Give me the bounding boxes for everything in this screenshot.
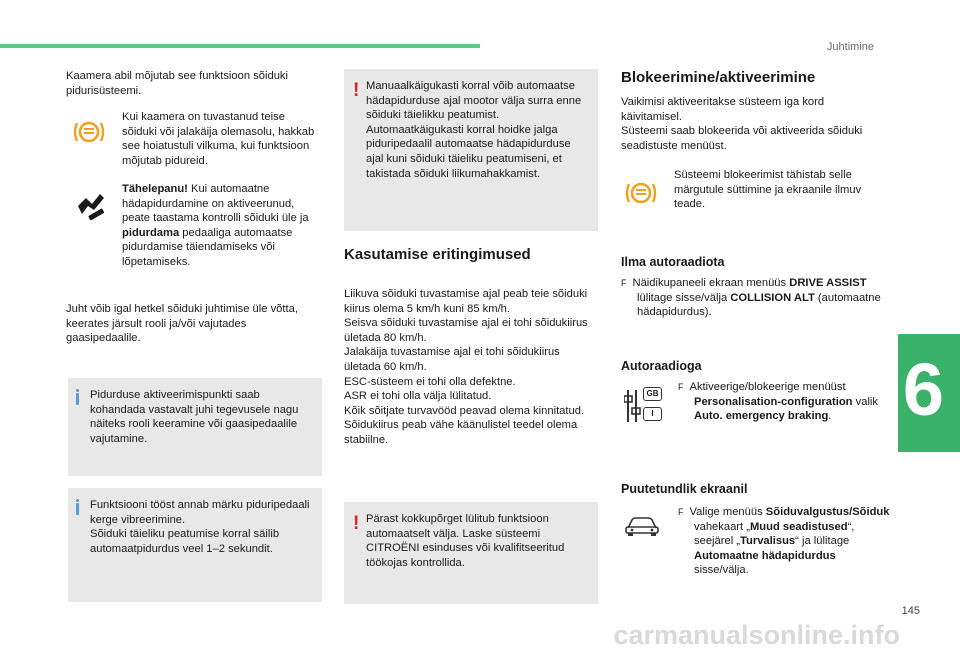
menu-collision-alt: COLLISION ALT <box>730 291 815 304</box>
attention-text-a: Kui automaatne hädapidurdamine on aktiveerunud, peate taastama kontrolli sõiduki üle ja <box>122 183 309 225</box>
text-run: valik <box>852 395 879 408</box>
info-box-text: Pidurduse aktiveerimispunkti saab kohandada vastavalt juhi tegevusele nagu näiteks rooli keeramine või gaasipedaalile vajutamine. <box>90 389 299 445</box>
menu-lighting-vehicle: Sõiduvalgustus/Sõiduk <box>765 506 890 518</box>
driver-override-text: Juht võib igal hetkel sõiduki juhtimise üle võtta, keerates järsult rooli ja/või vajutades gaasipedaalile. <box>66 303 298 345</box>
attention-note <box>122 182 320 270</box>
warning-icon: ! <box>353 80 360 101</box>
bullet-arrow: F <box>678 507 684 517</box>
text-run: vahekaart „ <box>694 520 750 533</box>
text-run: . <box>828 410 832 423</box>
attention-bold-brake: pidurdama <box>122 226 180 239</box>
warning-box-text: Manuaalkäigukasti korral võib automaatse hädapidurduse ajal mootor välja surra enne sõiduki täielikku peatumist. Automaatkäigukasti korral hoidke jalga piduripedaalil automaatse hädapidurduse ajal kuni sõiduki täieliku peatumiseni, et takistada sõiduki liikumahakkamist. <box>366 80 582 180</box>
subheading-no-radio: Ilma autoraadiota <box>621 255 725 269</box>
deactivation-status-text: Süsteemi blokeerimist tähistab selle märgutule süttimine ja ekraanile ilmuv teade. <box>674 169 862 211</box>
watermark: carmanualsonline.info <box>613 620 900 650</box>
info-box-activation-point <box>68 378 322 476</box>
text-run: “, seejärel „ <box>694 520 855 548</box>
attention-label: Tähelepanu! <box>122 183 188 195</box>
attention-text-b: pedaaliga automaatse pidurdamise täiendamiseks või lõpetamiseks. <box>122 226 293 268</box>
text-run: sisse/välja. <box>694 564 749 577</box>
info-box-vibration <box>68 488 322 602</box>
warning-box-gearbox <box>344 69 598 231</box>
menu-personalisation: Personalisation-configuration <box>694 395 853 408</box>
i-badge: I <box>643 407 662 421</box>
touchscreen-instruction <box>678 505 890 578</box>
option-safety: Turvalisus <box>740 535 796 548</box>
subheading-with-radio: Autoraadioga <box>621 359 702 373</box>
emergency-brake-warning-icon <box>624 179 658 207</box>
deactivation-intro: Vaikimisi aktiveeritakse süsteem iga kord käivitamisel. Süsteemi saab blokeerida või aktiveerida sõiduki seadistuste menüüst. <box>621 96 863 152</box>
emergency-brake-warning-icon <box>72 118 106 146</box>
text-run: (automaatne hädapidurdus). <box>637 291 881 319</box>
no-radio-instruction <box>621 276 887 320</box>
text-run: lülitage sisse/välja <box>637 291 731 304</box>
info-box-text: Funktsiooni tööst annab märku piduripedaali kerge vibreerimine. Sõiduki täieliku peatumise korral säilib automaatpidurdus veel 1–2 sekundit. <box>90 499 310 555</box>
subheading-touchscreen: Puutetundlik ekraanil <box>621 482 748 496</box>
radio-settings-icon <box>624 386 662 426</box>
camera-detection-text: Kui kaamera on tuvastanud teise sõiduki või jalakäija olemasolu, hakkab see hoiatustuli vilkuma, kui funktsioon mõjutab pidureid. <box>122 111 315 167</box>
bullet-arrow: F <box>678 382 684 392</box>
chapter-number: 6 <box>902 348 944 431</box>
section-heading-deactivation: Blokeerimine/aktiveerimine <box>621 69 816 86</box>
text-run: Valige menüüs <box>689 506 766 518</box>
text-run: Näidikupaneeli ekraan menüüs <box>632 277 790 289</box>
section-heading-conditions: Kasutamise eritingimused <box>344 246 531 263</box>
with-radio-instruction <box>678 380 890 424</box>
section-title: Juhtimine <box>826 41 874 53</box>
car-icon <box>624 512 660 538</box>
info-icon <box>76 393 79 405</box>
option-auto-emergency-braking: Auto. emergency braking <box>694 410 829 423</box>
page-number: 145 <box>901 605 920 617</box>
warning-box-collision <box>344 502 598 604</box>
tab-other-settings: Muud seadistused <box>749 520 848 533</box>
intro-paragraph: Kaamera abil mõjutab see funktsioon sõiduki pidurisüsteemi. <box>66 70 289 97</box>
foot-pedal-icon <box>74 188 108 222</box>
text-run: Aktiveerige/blokeerige menüüst <box>689 381 846 393</box>
menu-drive-assist: DRIVE ASSIST <box>789 277 867 289</box>
info-icon <box>76 503 79 515</box>
option-auto-emergency-braking: Automaatne hädapidurdus <box>694 549 836 562</box>
conditions-text: Liikuva sõiduki tuvastamise ajal peab teie sõiduki kiirus olema 5 km/h kuni 85 km/h. Seisva sõiduki tuvastamise ajal ei tohi sõidukiirus ületada 80 km/h. Jalakäija tuvastamise ajal ei tohi sõidukiirus ületada 60 km/h. ESC-süsteem ei tohi olla defektne. ASR ei tohi olla välja lülitatud. Kõik sõitjate turvavööd peavad olema kinnitatud. Sõidukiirus peab vähe käänulistel teedel olema stabiilne. <box>344 288 588 446</box>
gb-badge: GB <box>643 387 662 401</box>
text-run: “ ja lülitage <box>795 535 850 548</box>
header-accent-bar <box>0 44 480 48</box>
warning-icon: ! <box>353 513 360 534</box>
warning-box-text: Pärast kokkupõrget lülitub funktsioon automaatselt välja. Laske süsteemi CITROËNI esinduses või kvalifitseeritud töökojas kontrollida. <box>366 513 565 569</box>
bullet-arrow: F <box>621 278 627 288</box>
